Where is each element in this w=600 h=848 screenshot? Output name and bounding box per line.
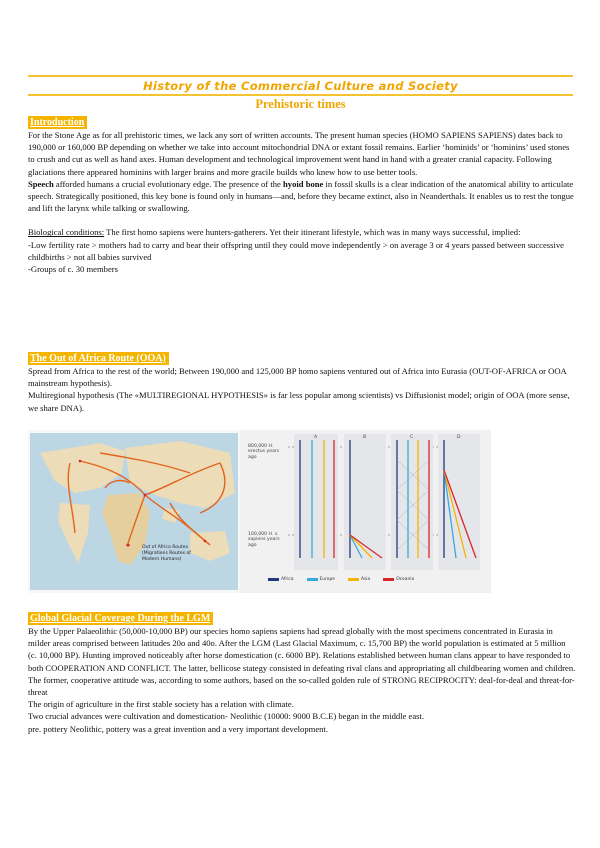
ooa-figure [28,430,491,593]
biological-conditions-text: The first homo sapiens were hunters-gatherers. Yet their itinerant lifestyle, which was in many ways successful, implied: [104,227,521,238]
ooa-section [28,352,576,414]
legend-item-asia [348,577,370,582]
biological-item-1: -Low fertility rate > mothers had to carry and bear their offspring until they could move independently > on average 3 or 4 years passed between successive childbirths > not all babies survived [28,239,564,262]
lgm-paragraph-4: pre. pottery Neolithic, pottery was a great invention and a very important development. [28,723,328,734]
world-map-graphic [30,433,238,590]
biological-conditions [28,226,576,238]
lgm-paragraph-3: Two crucial advances were cultivation and domestication- Neolithic (10000: 9000 B.C.E) began in the middle east. [28,711,425,722]
lgm-heading: Global Glacial Coverage During the LGM [28,612,213,625]
middle-rule [28,94,573,96]
introduction-section [28,116,576,275]
ooa-heading: The Out of Africa Route (OOA) [28,352,169,365]
tree-bottom-label: 100,000 H. s. sapiens years ago [248,532,280,548]
legend-item-europe [307,577,335,582]
legend-swatch [268,578,279,581]
ooa-paragraph-2: Multiregional hypothesis (The «MULTIREGIONAL HYPOTHESIS» is far less popular among scientists) vs Diffusionist model; origin of OOA (more sense, we share DNA). [28,390,570,413]
hyoid-term: hyoid bone [283,178,324,189]
introduction-paragraph-2 [28,178,576,215]
legend-swatch [307,578,318,581]
column-label-c: C [410,435,414,440]
introduction-heading: Introduction [28,116,87,129]
tree-legend [268,577,414,582]
legend-label: Oceania [396,577,415,582]
lgm-section [28,612,576,735]
legend-swatch [383,578,394,581]
legend-label: Africa [281,577,294,582]
legend-item-africa [268,577,294,582]
introduction-paragraph-1: For the Stone Age as for all prehistoric times, we lack any sort of written accounts. The present human species (HOMO SAPIENS SAPIENS) dates back to 190,000 or 160,000 BP depending on whether we take into account mitochondrial DNA or extant fossil remains. Earlier ‘hominids’ or ‘hominins’ used stones to crush and cut as well as hand axes. Human development and technological improvement went hand in hand with a greater cranial capacity. Following glaciations there appeared hominins with larger brains and more gracile builds who knew how to use better tools. [28,130,570,177]
column-label-d: D [457,435,461,440]
biological-item-2: -Groups of c. 30 members [28,264,118,275]
document-subtitle: Prehistoric times [255,97,346,111]
hypothesis-tree-graphic [240,430,491,593]
biological-conditions-label: Biological conditions: [28,227,105,238]
speech-term: Speech [28,178,54,189]
top-rule [28,75,573,77]
hypothesis-diagram-image [240,430,491,593]
speech-text-b: in fossil skulls is a clear indication of the anatomical ability to articulate speech. Strategically positioned, this key bone is found only in humans—and, before they became extinct, also in Neanderthals. It enables us to rest the tongue and lift the larynx while talking or swallowing. [28,178,574,214]
legend-swatch [348,578,359,581]
speech-text-a: afforded humans a crucial evolutionary edge. The presence of the [53,178,284,189]
legend-label: Asia [360,577,371,582]
document-header [28,75,573,112]
migration-map-image [30,433,238,590]
blank-line [28,214,576,226]
legend-item-oceania [383,577,414,582]
document-title: History of the Commercial Culture and Society [143,79,458,93]
map-caption: Out of Africa Routes (Migrations Routes of Modern Humans) [142,545,191,562]
column-label-b: B [363,435,367,440]
legend-label: Europe [319,577,335,582]
lgm-paragraph-2: The origin of agriculture in the first stable society has a relation with climate. [28,699,294,710]
tree-top-label: 800,000 H. erectus years ago [248,444,280,460]
ooa-paragraph-1: Spread from Africa to the rest of the world; Between 190,000 and 125,000 BP homo sapiens ventured out of Africa into Eurasia (OUT-OF-AFRICA or OOA mainstream hypothesis). [28,366,567,389]
lgm-paragraph-1: By the Upper Palaeolithic (50,000-10,000 BP) our species homo sapiens sapiens had spread globally with the most specimens concentrated in Eurasia in milder areas comprised between latitudes 20o and 40o. After the LGM (Last Glacial Maximum, c. 15,700 BP) the world population is estimated at 5 million (c. 10,000 BP). Hunting improved noticeably after horse domestication (c. 6000 BP). Relations established between human clans appear to have responded to both COOPERATION AND CONFLICT. The latter, bellicose stategy consisted in defeating rival clans and appropriating all childbearing women and children. The former, cooperative attitude was, according to some authors, based on the so-called golden rule of STRONG RECIPROCITY: deal-for-deal and threat-for-threat [28,626,576,698]
column-label-a: A [314,435,318,440]
